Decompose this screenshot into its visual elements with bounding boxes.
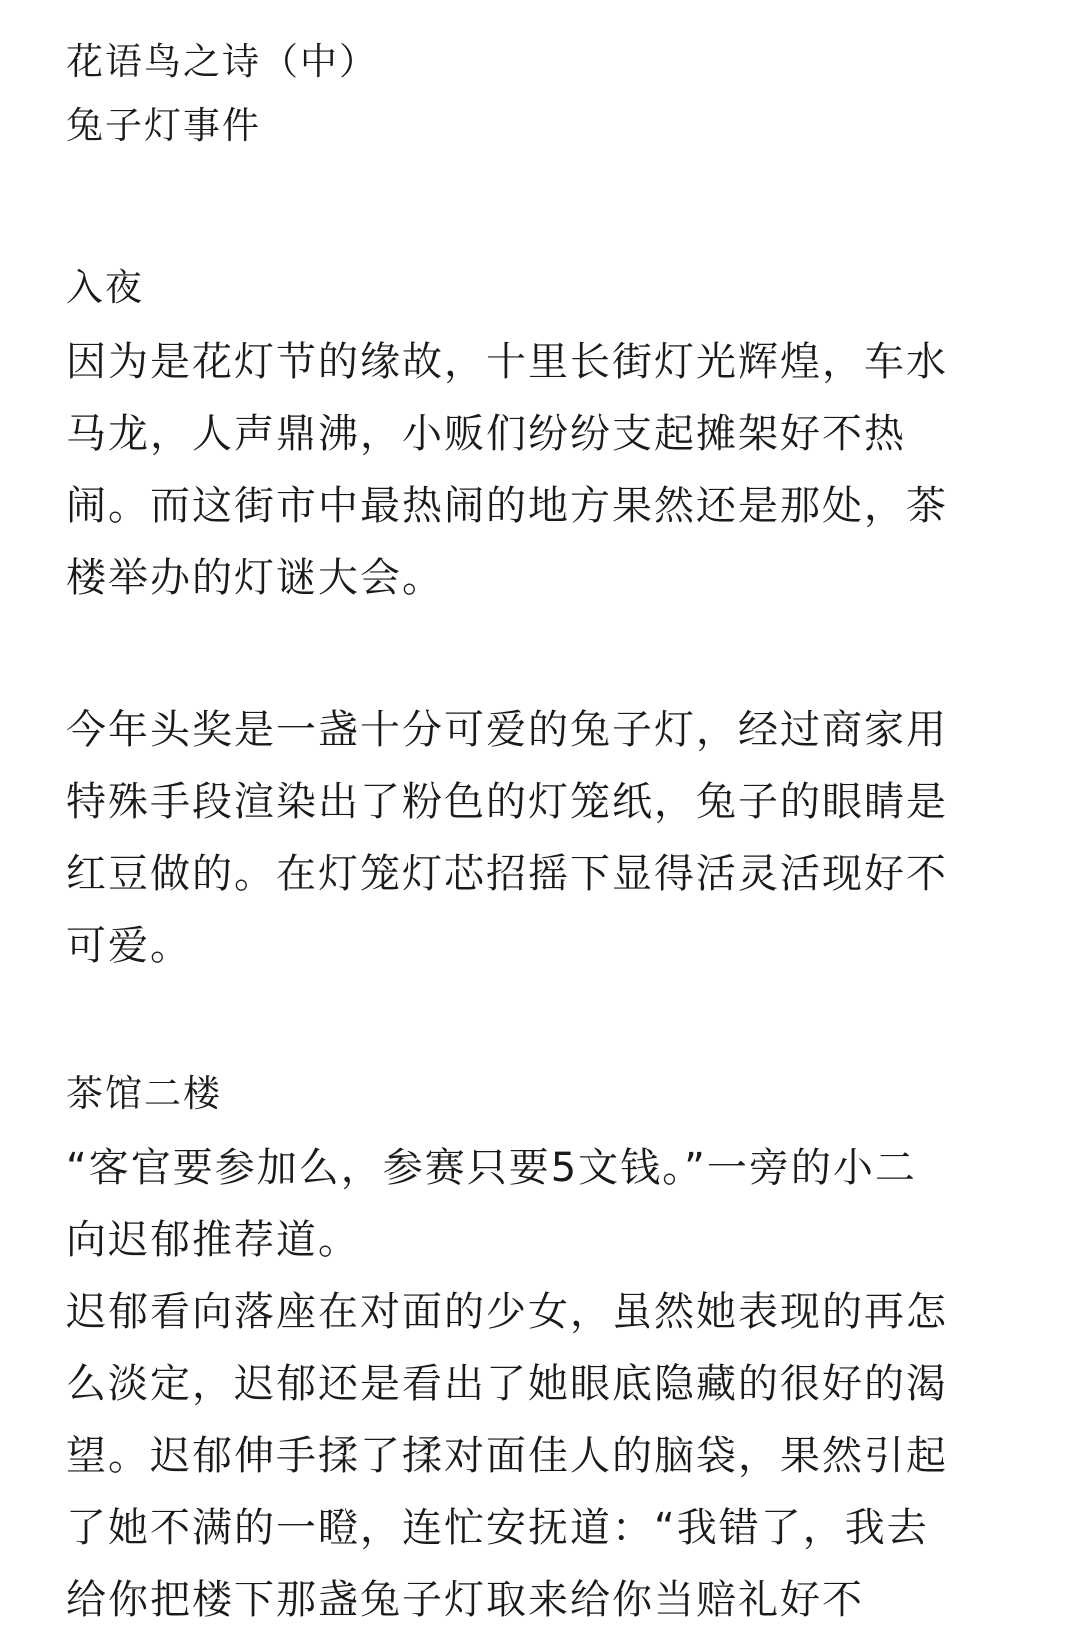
chapter-title: 兔子灯事件 (66, 104, 261, 147)
paragraph-line: “客官要参加么，参赛只要5文钱。”一旁的小二 (66, 1145, 917, 1191)
paragraph-line: 因为是花灯节的缘故，十里长街灯光辉煌，车水 (66, 339, 948, 385)
spacer (66, 614, 1016, 694)
paragraph-line: 了她不满的一瞪，连忙安抚道：“我错了，我去 (66, 1505, 929, 1551)
paragraph-line: 迟郁看向落座在对面的少女，虽然她表现的再怎 (66, 1289, 948, 1335)
paragraph-line: 今年头奖是一盏十分可爱的兔子灯，经过商家用 (66, 707, 948, 753)
paragraph-line: 给你把楼下那盏兔子灯取来给你当赔礼好不 (66, 1577, 864, 1623)
section-heading-night: 入夜 (66, 266, 144, 309)
paragraph-line: 特殊手段渲染出了粉色的灯笼纸，兔子的眼睛是 (66, 779, 948, 825)
spacer (66, 158, 1016, 256)
paragraph-line: 楼举办的灯谜大会。 (66, 555, 444, 601)
paragraph-line: 么淡定，迟郁还是看出了她眼底隐藏的很好的渴 (66, 1361, 948, 1407)
section-heading-teahouse: 茶馆二楼 (66, 1072, 222, 1115)
paragraph-line: 可爱。 (66, 923, 192, 969)
paragraph-line: 闹。而这街市中最热闹的地方果然还是那处，茶 (66, 483, 948, 529)
paragraph-line: 望。迟郁伸手揉了揉对面佳人的脑袋，果然引起 (66, 1433, 948, 1479)
spacer (66, 982, 1016, 1062)
paragraph-line: 马龙，人声鼎沸，小贩们纷纷支起摊架好不热 (66, 411, 906, 457)
paragraph-line: 红豆做的。在灯笼灯芯招摇下显得活灵活现好不 (66, 851, 948, 897)
paragraph-line: 向迟郁推荐道。 (66, 1217, 360, 1263)
document-body (66, 30, 1016, 1636)
series-title: 花语鸟之诗（中） (66, 40, 378, 83)
